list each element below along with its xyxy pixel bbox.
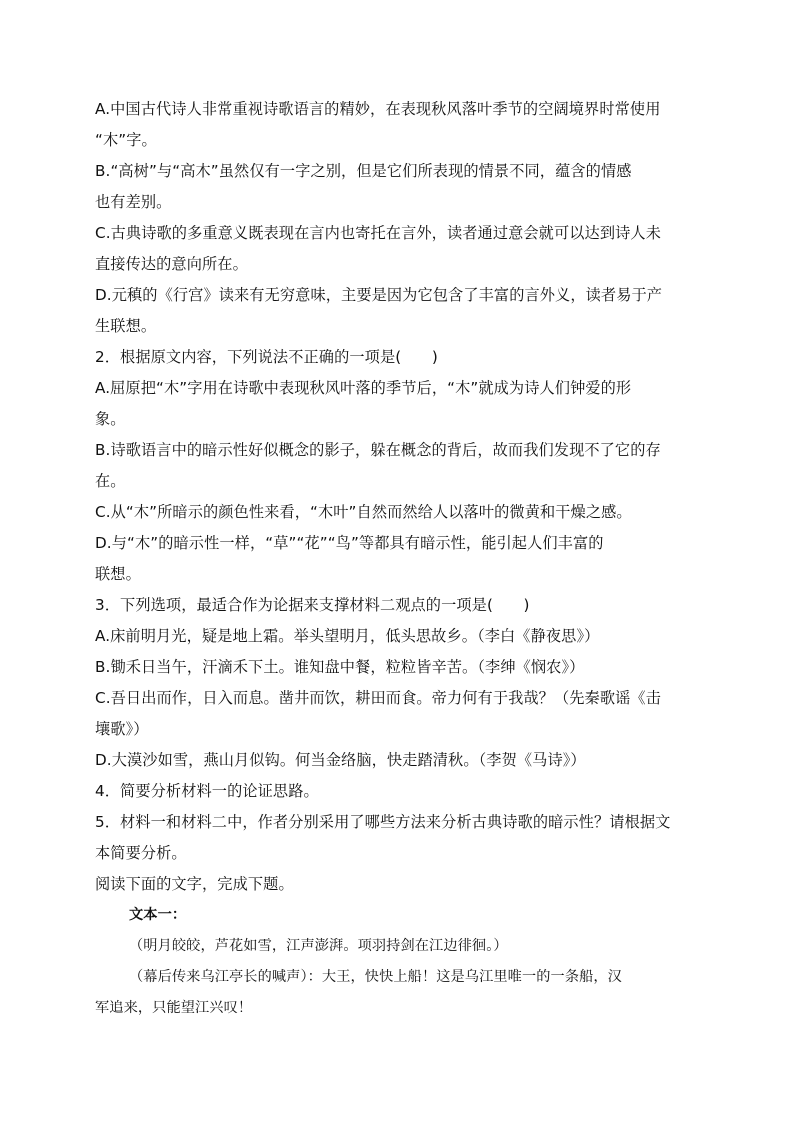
question-5: 5．材料一和材料二中，作者分别采用了哪些方法来分析古典诗歌的暗示性？请根据文 xyxy=(95,813,671,831)
text-line-21: 壤歌》） xyxy=(95,720,149,738)
question-4: 4．简要分析材料一的论证思路。 xyxy=(95,782,319,800)
text-line-13: 在。 xyxy=(95,472,126,490)
text-line-25: 本简要分析。 xyxy=(95,844,187,862)
text-line-10: A.屈原把“木”字用在诗歌中表现秋风叶落的季节后，“木”就成为诗人们钟爱的形 xyxy=(95,379,632,397)
stage-direction: （明月皎皎，芦花如雪，江声澎湃。项羽持剑在江边徘徊。） xyxy=(129,938,508,954)
text-line-5: C.古典诗歌的多重意义既表现在言内也寄托在言外，读者通过意会就可以达到诗人未 xyxy=(95,224,661,242)
text-line-20: C.吾日出而作，日入而息。凿井而饮，耕田而食。帝力何有于我哉？（先秦歌谣《击 xyxy=(95,689,661,707)
script-title: 文本一： xyxy=(129,907,187,923)
text-line-12: B.诗歌语言中的暗示性好似概念的影子，躲在概念的背后，故而我们发现不了它的存 xyxy=(95,441,661,459)
text-line-2: “木”字。 xyxy=(95,131,157,149)
text-line-19: B.锄禾日当午，汗滴禾下土。谁知盘中餐，粒粒皆辛苦。（李绅《悯农》） xyxy=(95,658,585,676)
text-line-11: 象。 xyxy=(95,410,126,428)
text-line-8: 生联想。 xyxy=(95,317,157,335)
text-line-7: D.元稹的《行宫》读来有无穷意味，主要是因为它包含了丰富的言外义，读者易于产 xyxy=(95,286,663,304)
text-line-6: 直接传达的意向所在。 xyxy=(95,255,248,273)
text-line-3: B.“高树”与“高木”虽然仅有一字之别，但是它们所表现的情景不同，蕴含的情感 xyxy=(95,162,632,180)
text-line-1: A.中国古代诗人非常重视诗歌语言的精妙，在表现秋风落叶季节的空阔境界时常使用 xyxy=(95,100,661,118)
text-line-4: 也有差别。 xyxy=(95,193,172,211)
text-line-15: D.与“木”的暗示性一样，“草”“花”“鸟”等都具有暗示性，能引起人们丰富的 xyxy=(95,534,604,552)
script-dialogue-line-2: 军追来，只能望江兴叹！ xyxy=(95,1000,253,1016)
document-body xyxy=(95,94,705,1024)
text-line-22: D.大漠沙如雪，燕山月似钩。何当金络脑，快走踏清秋。（李贺《马诗》） xyxy=(95,751,586,769)
text-line-14: C.从“木”所暗示的颜色性来看，“木叶”自然而然给人以落叶的微黄和干燥之感。 xyxy=(95,503,632,521)
script-dialogue-line-1: （幕后传来乌江亭长的喊声）：大王，快快上船！这是乌江里唯一的一条船，汉 xyxy=(129,969,622,985)
text-line-18: A.床前明月光，疑是地上霜。举头望明月，低头思故乡。（李白《静夜思》） xyxy=(95,627,600,645)
text-line-16: 联想。 xyxy=(95,565,141,583)
question-3-stem: 3．下列选项，最适合作为论据来支撑材料二观点的一项是( ) xyxy=(95,596,530,614)
question-2-stem: 2．根据原文内容，下列说法不正确的一项是( ) xyxy=(95,348,438,366)
reading-instruction: 阅读下面的文字，完成下题。 xyxy=(95,875,294,893)
